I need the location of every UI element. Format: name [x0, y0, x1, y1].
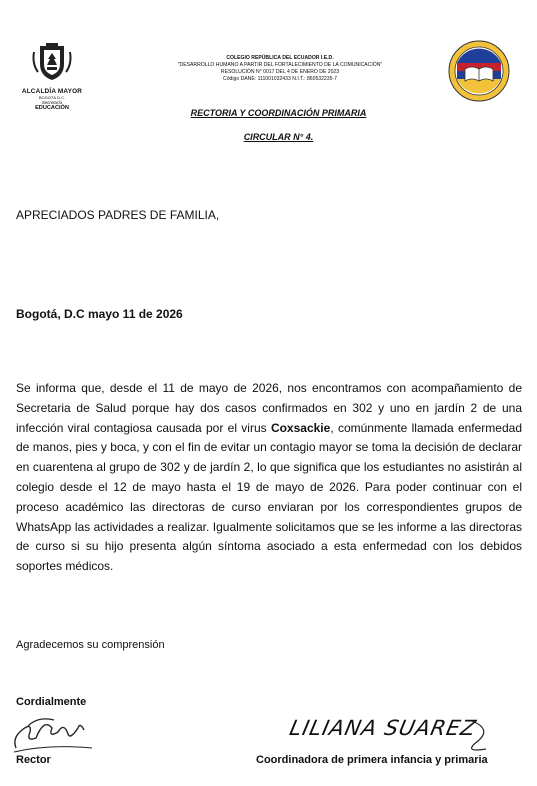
school-crest-icon: [447, 39, 511, 103]
coordinator-label: Coordinadora de primera infancia y primaria: [256, 754, 488, 766]
signature-flourish-icon: [282, 715, 502, 759]
office-title: RECTORIA Y COORDINACIÓN PRIMARIA: [190, 108, 367, 118]
school-resolution: RESOLUCIÓN N° 0017 DEL 4 DE ENERO DE 2023: [220, 68, 340, 75]
virus-name: Coxsackie: [270, 420, 331, 435]
school-name: COLEGIO REPÚBLICA DEL ECUADOR I.E.D.: [226, 55, 334, 61]
body-text-part-1: Se informa que, desde el 11 de mayo de 2026, nos encontramos con acompañamiento de Secretaria de Salud porque hay dos casos confirmados en 302 y uno en jardín 2 de una infección viral contagiosa causada por el virus: [16, 381, 522, 435]
school-header: [110, 55, 450, 83]
bogota-shield-icon: [30, 42, 74, 82]
thanks-line: Agradecemos su comprensión: [16, 639, 165, 651]
school-codes: Código DANE: 111001032433 N.I.T.: 860532235-7: [223, 75, 337, 82]
closing-line: Cordialmente: [16, 696, 87, 708]
greeting: APRECIADOS PADRES DE FAMILIA,: [16, 208, 220, 222]
date-line: Bogotá, D.C mayo 11 de 2026: [16, 307, 183, 321]
body-text-part-2: , comúnmente llamada enfermedad de manos, pies y boca, y con el fin de evitar un contagio mayor se toma la decisión de declarar en cuarentena al grupo de 302 y de jardín 2, lo que significa que los estudiantes no asistirán al colegio desde el 12 de mayo hasta el 19 de mayo de 2026. Para poder continuar con el proceso académico las directoras de curso enviaran por los correspondientes grupos de WhatsApp las actividades a realizar. Igualmente solicitamos que se les informe a las directoras de curso si su hijo presenta algún síntoma asociado a esta enfermedad con los debidos soportes médicos.: [16, 420, 522, 574]
coordinator-signature: LILIANA SUAREZ: [287, 716, 479, 740]
logo-line-2: BOGOTÁ D.C.: [38, 95, 66, 100]
circular-title: CIRCULAR N° 4.: [243, 132, 314, 142]
logo-line-1: ALCALDÍA MAYOR: [21, 88, 83, 95]
handwritten-signature-icon: [8, 708, 98, 758]
logo-line-4: EDUCACIÓN: [35, 105, 69, 111]
alcaldia-logo: [14, 42, 90, 111]
body-paragraph: [16, 379, 522, 577]
rector-label: Rector: [16, 754, 51, 766]
school-motto: "DESARROLLO HUMANO A PARTIR DEL FORTALECIMIENTO DE LA COMUNICACIÓN": [177, 61, 383, 68]
logo-line-3: Secretaría: [41, 100, 63, 105]
